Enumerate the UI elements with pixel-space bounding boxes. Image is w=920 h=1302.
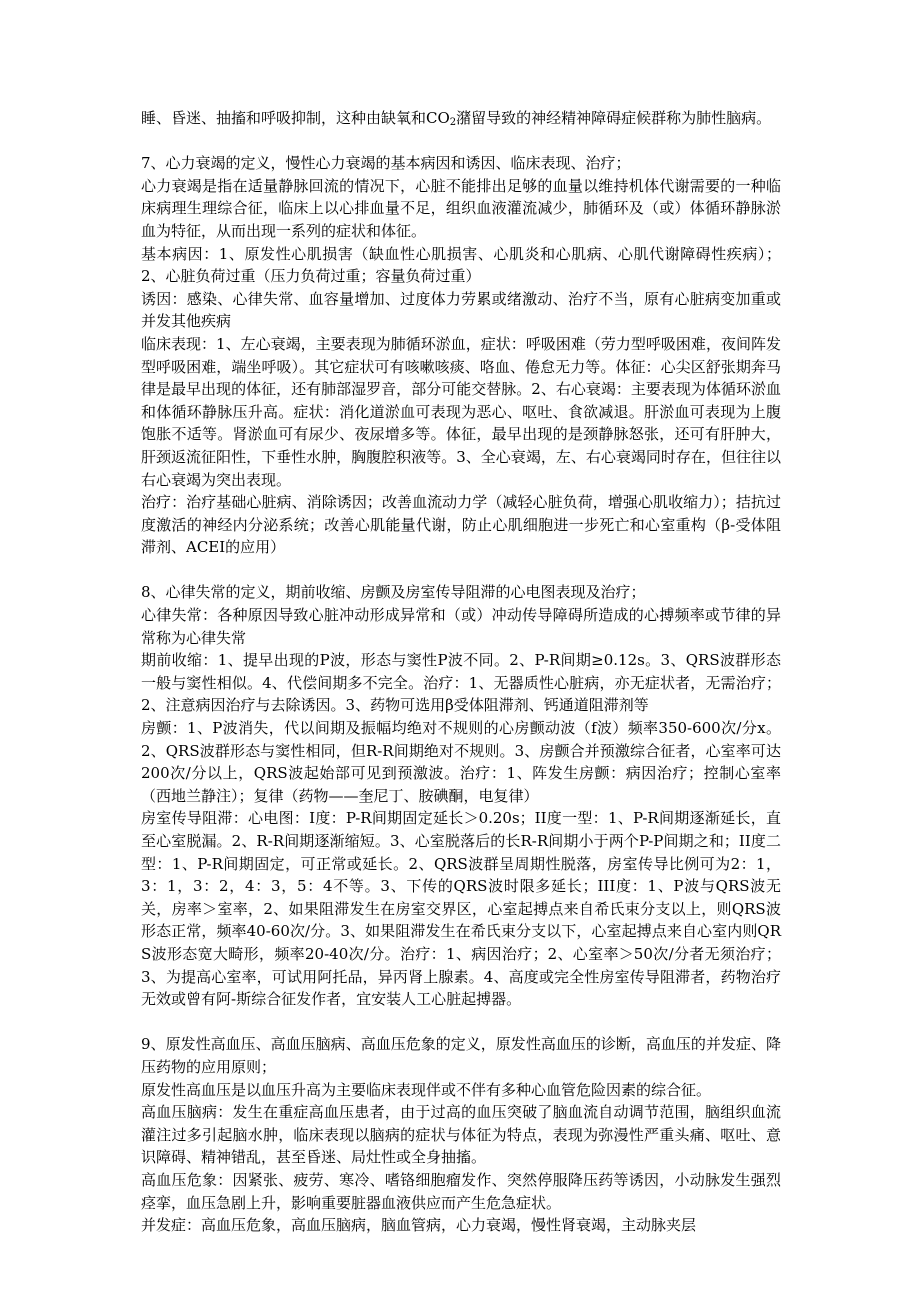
heart-failure-manifestations: 临床表现：1、左心衰竭，主要表现为肺循环淤血，症状：呼吸困难（劳力型呼吸困难，夜间阵发型呼吸困难，端坐呼吸）。其它症状可有咳嗽咳痰、咯血、倦怠无力等。体征：心尖区舒张期奔马律是最早出现的体征，还有肺部湿罗音，部分可能交替脉。2、右心衰竭：主要表现为体循环淤血和体循环静脉压升高。症状：消化道淤血可表现为恶心、呕吐、食欲减退。肝淤血可表现为上腹饱胀不适等。肾淤血可有尿少、夜尿增多等。体征，最早出现的是颈静脉怒张，还可有肝肿大，肝颈返流征阳性，下垂性水肿，胸腹腔积液等。3、全心衰竭，左、右心衰竭同时存在，但往往以右心衰竭为突出表现。 xyxy=(141,334,781,489)
hypertension-definition: 原发性高血压是以血压升高为主要临床表现伴或不伴有多种心血管危险因素的综合征。 xyxy=(141,1080,712,1099)
intro-text-start: 睡、昏迷、抽搐和呼吸抑制，这种由缺氧和CO xyxy=(141,109,450,127)
heart-failure-causes: 基本病因：1、原发性心肌损害（缺血性心肌损害、心肌炎和心肌病、心肌代谢障碍性疾病）；2、心脏负荷过重（压力负荷过重；容量负荷过重） xyxy=(141,244,781,286)
hypertensive-crisis: 高血压危象：因紧张、疲劳、寒冷、嗜铬细胞瘤发作、突然停服降压药等诱因，小动脉发生强烈痉挛，血压急剧上升，影响重要脏器血液供应而产生危急症状。 xyxy=(141,1170,781,1212)
arrhythmia-definition: 心律失常：各种原因导致心脏冲动形成异常和（或）冲动传导障碍所造成的心搏频率或节律的异常称为心律失常 xyxy=(141,606,781,647)
paragraph-gap xyxy=(141,559,781,582)
hypertensive-encephalopathy: 高血压脑病：发生在重症高血压患者，由于过高的血压突破了脑血流自动调节范围，脑组织血流灌注过多引起脑水肿，临床表现以脑病的症状与体征为特点，表现为弥漫性严重头痛、呕吐、意识障碍、精神错乱，甚至昏迷、局灶性或全身抽搐。 xyxy=(141,1103,781,1167)
premature-contraction: 期前收缩：1、提早出现的P波，形态与窦性P波不同。2、P-R间期≥0.12s。3、QRS波群形态一般与窦性相似。4、代偿间期多不完全。治疗：1、无器质性心脏病，亦无症状者，无需治疗；2、注意病因治疗与去除诱因。3、药物可选用β受体阻滞剂、钙通道阻滞剂等 xyxy=(141,651,781,715)
document-body xyxy=(141,107,781,1237)
hypertension-complications: 并发症：高血压危象，高血压脑病，脑血管病，心力衰竭，慢性肾衰竭，主动脉夹层 xyxy=(141,1216,697,1235)
heart-failure-treatment: 治疗：治疗基础心脏病、消除诱因；改善血流动力学（减轻心脏负荷，增强心肌收缩力）；拮抗过度激活的神经内分泌系统；改善心肌能量代谢，防止心肌细胞进一步死亡和心室重构（β-受体阻滞剂、ACEI的应用） xyxy=(141,493,781,557)
co2-subscript: 2 xyxy=(449,117,457,128)
section7-heading: 7、心力衰竭的定义，慢性心力衰竭的基本病因和诱因、临床表现、治疗； xyxy=(141,154,631,173)
heart-failure-definition: 心力衰竭是指在适量静脉回流的情况下，心脏不能排出足够的血量以维持机体代谢需要的一种临床病理生理综合征，临床上以心排血量不足，组织血液灌流减少，肺循环及（或）体循环静脉淤血为特征，从而出现一系列的症状和体征。 xyxy=(141,176,781,240)
paragraph-gap xyxy=(141,130,781,153)
section9-heading: 9、原发性高血压、高血压脑病、高血压危象的定义，原发性高血压的诊断，高血压的并发症、降压药物的应用原则； xyxy=(141,1035,781,1076)
intro-text-end: 潴留导致的神经精神障碍症候群称为肺性脑病。 xyxy=(456,109,772,127)
heart-failure-triggers: 诱因：感染、心律失常、血容量增加、过度体力劳累或绪激动、治疗不当，原有心脏病变加重或并发其他疾病 xyxy=(141,289,781,331)
intro-paragraph xyxy=(141,107,781,130)
section8-heading: 8、心律失常的定义，期前收缩、房颤及房室传导阻滞的心电图表现及治疗； xyxy=(141,583,646,602)
av-block: 房室传导阻滞：心电图：I度：P-R间期固定延长＞0.20s；II度一型：1、P-R间期逐渐延长，直至心室脱漏。2、R-R间期逐渐缩短。3、心室脱落后的长R-R间期小于两个P-P间期之和；II度二型：1、P-R间期固定，可正常或延长。2、QRS波群呈周期性脱落，房室传导比例可为2：1，3：1，3：2，4：3，5：4不等。3、下传的QRS波时限多延长；III度：1、P波与QRS波无关，房率＞室率，2、如果阻滞发生在房室交界区，心室起搏点来自希氏束分支以上，则QRS波形态正常，频率40-60次/分。3、如果阻滞发生在希氏束分支以下，心室起搏点来自心室内则QRS波形态宽大畸形，频率20-40次/分。治疗：1、病因治疗；2、心室率＞50次/分者无须治疗；3、为提高心室率，可试用阿托品，异丙肾上腺素。4、高度或完全性房室传导阻滞者，药物治疗无效或曾有阿-斯综合征发作者，宜安装人工心脏起搏器。 xyxy=(141,809,781,1009)
paragraph-gap xyxy=(141,1011,781,1034)
atrial-fibrillation: 房颤：1、P波消失，代以间期及振幅均绝对不规则的心房颤动波（f波）频率350-600次/分x。2、QRS波群形态与窦性相同，但R-R间期绝对不规则。3、房颤合并预激综合征者，心室率可达200次/分以上，QRS波起始部可见到预激波。治疗：1、阵发生房颤：病因治疗；控制心室率（西地兰静注）；复律（药物——奎尼丁、胺碘酮，电复律） xyxy=(141,719,781,805)
